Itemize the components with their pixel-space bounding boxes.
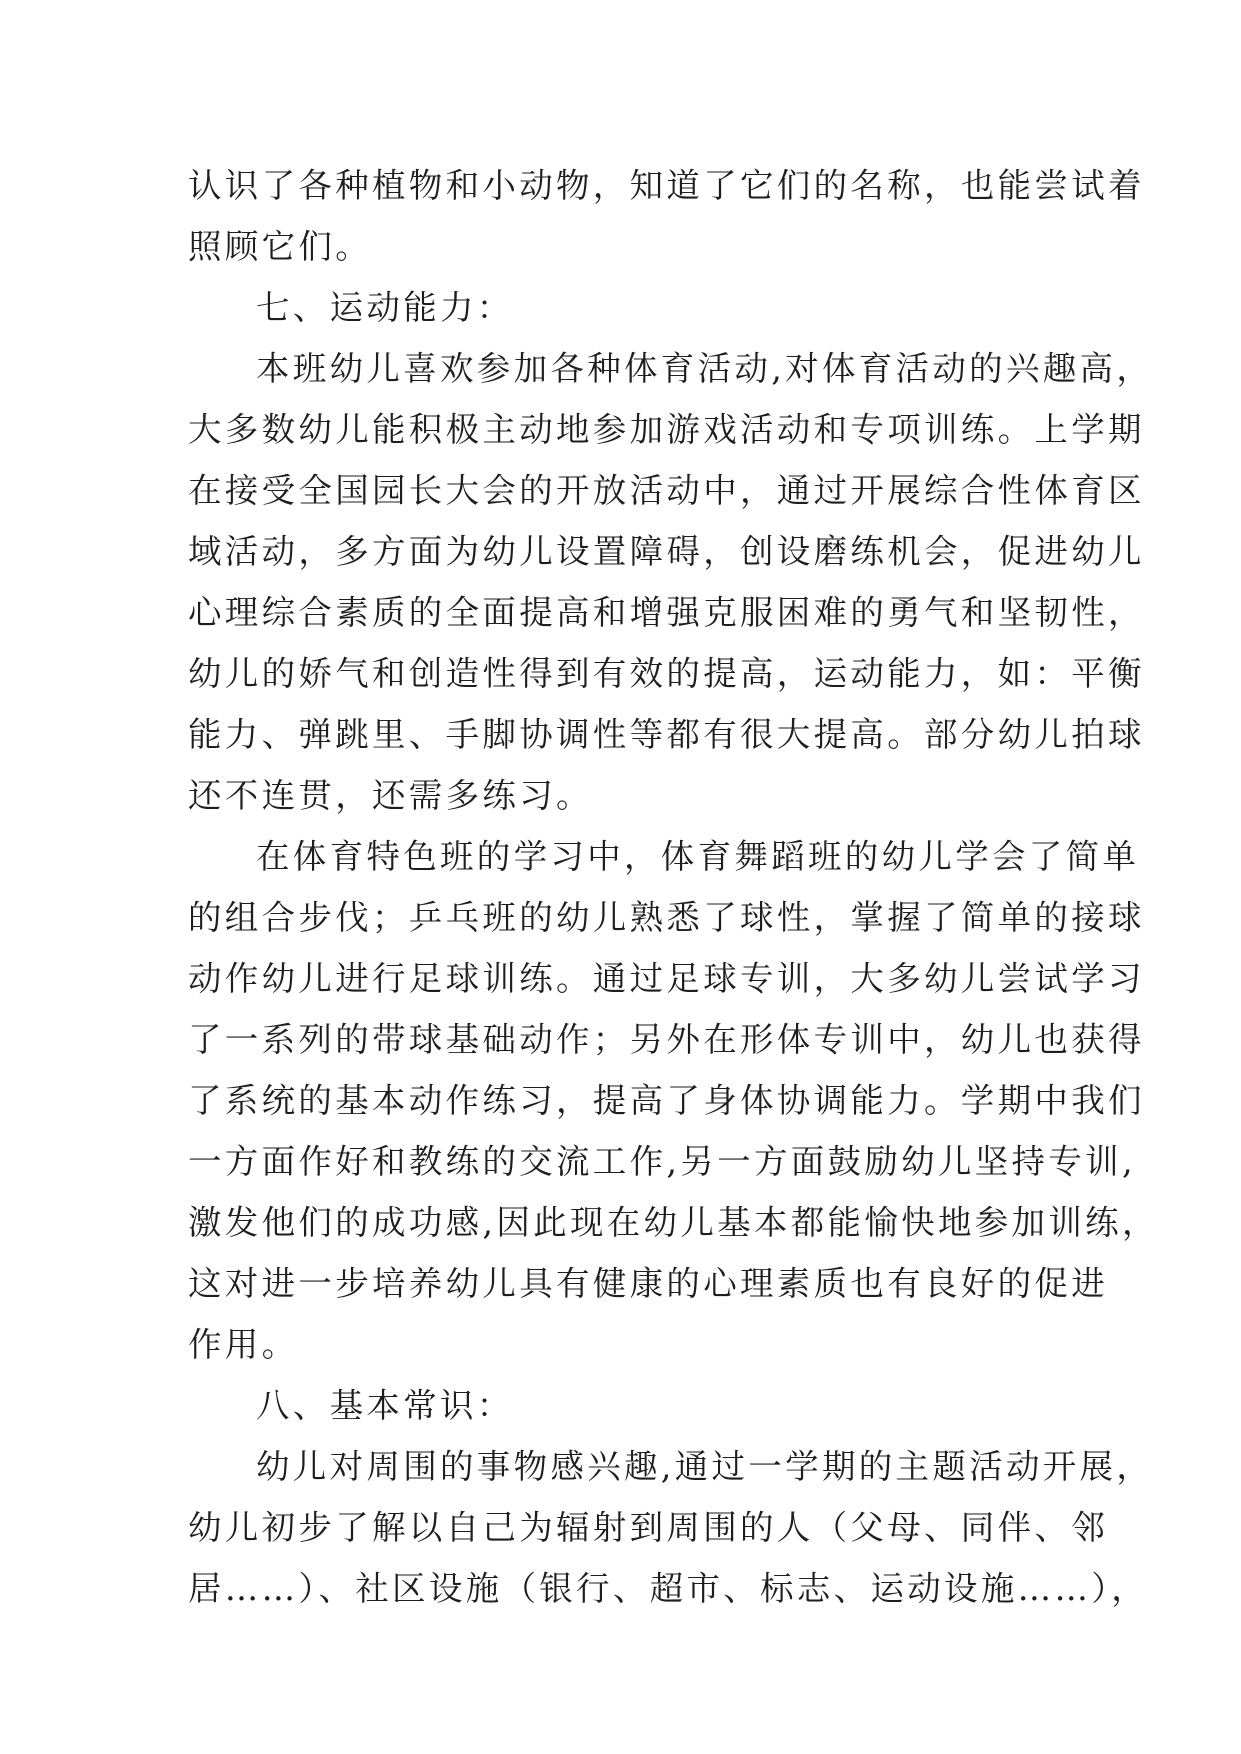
section-heading-7: 七、运动能力： [256, 288, 514, 327]
text-line: 一方面作好和教练的交流工作,另一方面鼓励幼儿坚持专训, [188, 1142, 1136, 1181]
text-line: 了系统的基本动作练习，提高了身体协调能力。学期中我们 [188, 1081, 1145, 1120]
text-line: 还不连贯，还需多练习。 [188, 776, 593, 815]
text-line: 动作幼儿进行足球训练。通过足球专训，大多幼儿尝试学习 [188, 959, 1145, 998]
text-line: 激发他们的成功感,因此现在幼儿基本都能愉快地参加训练， [188, 1203, 1159, 1242]
text-line: 大多数幼儿能积极主动地参加游戏活动和专项训练。上学期 [188, 410, 1145, 449]
text-line: 居……）、社区设施（银行、超市、标志、运动设施……）， [188, 1569, 1149, 1608]
text-line: 在接受全国园长大会的开放活动中，通过开展综合性体育区 [188, 471, 1145, 510]
text-line: 照顾它们。 [188, 227, 372, 266]
text-line: 域活动，多方面为幼儿设置障碍，创设磨练机会，促进幼儿 [188, 532, 1145, 571]
text-line: 这对进一步培养幼儿具有健康的心理素质也有良好的促进 [188, 1264, 1108, 1303]
text-line: 幼儿对周围的事物感兴趣,通过一学期的主题活动开展， [256, 1447, 1154, 1486]
text-line: 幼儿初步了解以自己为辐射到周围的人（父母、同伴、邻 [188, 1508, 1108, 1547]
text-line: 心理综合素质的全面提高和增强克服困难的勇气和坚韧性， [188, 593, 1145, 632]
text-line: 作用。 [188, 1325, 299, 1364]
text-line: 幼儿的娇气和创造性得到有效的提高，运动能力，如：平衡 [188, 654, 1145, 693]
text-line: 能力、弹跳里、手脚协调性等都有很大提高。部分幼儿拍球 [188, 715, 1145, 754]
section-heading-8: 八、基本常识： [256, 1386, 514, 1425]
document-body [188, 155, 1159, 1619]
text-line: 本班幼儿喜欢参加各种体育活动,对体育活动的兴趣高， [256, 349, 1154, 388]
text-line: 的组合步伐；乒乓班的幼儿熟悉了球性，掌握了简单的接球 [188, 898, 1145, 937]
text-line: 认识了各种植物和小动物，知道了它们的名称，也能尝试着 [188, 166, 1145, 205]
text-line: 了一系列的带球基础动作；另外在形体专训中，幼儿也获得 [188, 1020, 1145, 1059]
text-line: 在体育特色班的学习中，体育舞蹈班的幼儿学会了简单 [256, 837, 1140, 876]
